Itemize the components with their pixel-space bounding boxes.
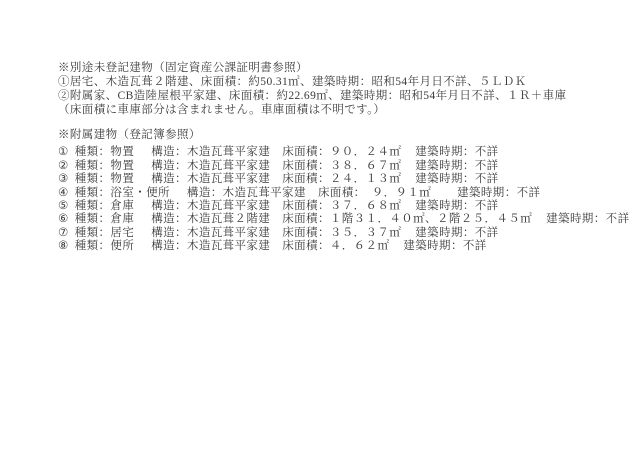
type-value: 物置 — [110, 173, 135, 186]
building-built-period — [415, 160, 498, 173]
building-floor-area — [282, 227, 401, 240]
attached-building-row-4 — [58, 187, 585, 200]
building-structure — [187, 187, 306, 200]
built-value: 不詳 — [474, 173, 499, 186]
attached-buildings-section — [58, 129, 630, 254]
floor-area-value: ２４．１３㎡ — [329, 173, 402, 186]
structure-label: 構造： — [151, 159, 187, 172]
unregistered-section-heading: ※別途未登記建物（固定資産公課証明書参照） — [58, 62, 308, 74]
attached-building-row-5 — [58, 200, 585, 213]
building-built-period — [457, 187, 540, 200]
built-label: 建築時期： — [415, 159, 475, 172]
type-label: 種類： — [74, 213, 111, 226]
structure-label: 構造： — [151, 213, 187, 226]
building-structure — [151, 213, 270, 226]
type-value: 倉庫 — [110, 200, 135, 213]
floor-area-value: ３５．３７㎡ — [329, 226, 402, 239]
type-label: 種類： — [74, 146, 111, 159]
building-floor-area — [282, 200, 401, 213]
structure-value: 木造瓦葺２階建 — [186, 213, 271, 226]
structure-label: 構造： — [151, 240, 187, 253]
built-label: 建築時期： — [546, 213, 606, 226]
item-number: ③ — [58, 173, 69, 186]
attached-building-row-8 — [58, 240, 585, 253]
built-value: 不詳 — [474, 159, 499, 172]
building-built-period — [415, 200, 498, 213]
structure-value: 木造瓦葺平家建 — [186, 240, 271, 253]
attached-building-row-3 — [58, 173, 585, 186]
type-label: 種類： — [74, 226, 111, 239]
structure-label: 構造： — [151, 173, 187, 186]
structure-value: 木造瓦葺平家建 — [186, 159, 271, 172]
type-value: 物置 — [110, 146, 135, 159]
floor-area-value: ９．９１㎡ — [359, 186, 444, 199]
building-type — [75, 200, 135, 213]
type-value: 倉庫 — [110, 213, 135, 226]
type-label: 種類： — [74, 240, 111, 253]
building-type — [75, 213, 135, 226]
type-value: 便所 — [110, 240, 135, 253]
building-structure — [151, 240, 270, 253]
item-number: ⑤ — [58, 200, 69, 213]
floor-area-value: ３７．６８㎡ — [329, 200, 402, 213]
building-built-period — [546, 213, 629, 226]
floor-area-label: 床面積： — [282, 213, 330, 226]
building-structure — [151, 173, 270, 186]
building-type — [75, 240, 135, 253]
item-number: ⑧ — [58, 240, 69, 253]
built-value: 不詳 — [516, 186, 541, 199]
structure-label: 構造： — [186, 186, 223, 199]
built-value: 不詳 — [474, 226, 499, 239]
structure-value: 木造瓦葺平家建 — [186, 146, 271, 159]
floor-area-label: 床面積： — [282, 159, 330, 172]
building-type — [75, 173, 135, 186]
attached-section-heading: ※附属建物（登記簿参照） — [58, 129, 201, 141]
type-value: 居宅 — [110, 226, 135, 239]
attached-buildings-list — [58, 146, 630, 253]
type-value: 浴室・便所 — [110, 186, 170, 199]
unregistered-building-2: ②附属家、CB造陸屋根平家建、床面積：約22.69㎡、建築時期：昭和54年月日不詳、１Ｒ＋車庫（床面積に車庫部分は含まれません。車庫面積は不明です。） — [58, 90, 567, 116]
floor-area-label: 床面積： — [282, 226, 330, 239]
building-type — [75, 146, 135, 159]
floor-area-label: 床面積： — [282, 240, 330, 253]
floor-area-label: 床面積： — [317, 186, 360, 199]
attached-building-row-1 — [58, 146, 585, 159]
type-value: 物置 — [110, 159, 135, 172]
built-value: 不詳 — [462, 240, 487, 253]
building-built-period — [403, 240, 486, 253]
building-built-period — [415, 173, 498, 186]
building-structure — [151, 200, 270, 213]
building-floor-area — [282, 173, 401, 186]
unregistered-building-1: ①居宅、木造瓦葺２階建、床面積：約50.31㎡、建築時期：昭和54年月日不詳、５ＬＤＫ — [58, 76, 527, 88]
item-number: ⑦ — [58, 226, 69, 239]
structure-value: 木造瓦葺平家建 — [186, 173, 271, 186]
building-floor-area — [282, 213, 532, 226]
building-floor-area — [282, 146, 401, 159]
building-type — [75, 227, 135, 240]
type-label: 種類： — [74, 200, 111, 213]
built-value: 不詳 — [605, 213, 630, 226]
building-floor-area — [282, 240, 389, 253]
structure-value: 木造瓦葺平家建 — [186, 226, 271, 239]
floor-area-value: １階３１．４０㎡、２階２５．４５㎡ — [329, 213, 533, 226]
building-structure — [151, 146, 270, 159]
floor-area-value: ４．６２㎡ — [329, 240, 390, 253]
floor-area-label: 床面積： — [282, 146, 330, 159]
floor-area-value: ３８．６７㎡ — [329, 159, 402, 172]
floor-area-label: 床面積： — [282, 200, 330, 213]
built-label: 建築時期： — [415, 200, 475, 213]
building-built-period — [415, 227, 498, 240]
built-value: 不詳 — [474, 200, 499, 213]
item-number: ⑥ — [58, 213, 69, 226]
building-structure — [151, 160, 270, 173]
floor-area-label: 床面積： — [282, 173, 330, 186]
building-floor-area — [282, 160, 401, 173]
floor-area-value: ９０．２４㎡ — [329, 146, 402, 159]
structure-label: 構造： — [151, 146, 187, 159]
type-label: 種類： — [74, 173, 111, 186]
built-label: 建築時期： — [457, 186, 517, 199]
building-type — [75, 187, 170, 200]
built-label: 建築時期： — [403, 240, 463, 253]
structure-value: 木造瓦葺平家建 — [222, 186, 306, 199]
attached-building-row-2 — [58, 160, 585, 173]
unregistered-buildings-section — [58, 61, 585, 117]
structure-label: 構造： — [151, 226, 187, 239]
item-number: ② — [58, 159, 69, 172]
structure-label: 構造： — [151, 200, 187, 213]
built-label: 建築時期： — [415, 146, 475, 159]
attached-building-row-7 — [58, 227, 585, 240]
built-label: 建築時期： — [415, 173, 475, 186]
building-built-period — [415, 146, 498, 159]
building-floor-area — [318, 187, 443, 200]
type-label: 種類： — [74, 159, 111, 172]
item-number: ① — [58, 146, 69, 159]
building-structure — [151, 227, 270, 240]
structure-value: 木造瓦葺平家建 — [186, 200, 271, 213]
item-number: ④ — [58, 186, 69, 199]
attached-building-row-6 — [58, 213, 630, 226]
built-label: 建築時期： — [415, 226, 475, 239]
built-value: 不詳 — [474, 146, 499, 159]
building-type — [75, 160, 135, 173]
type-label: 種類： — [74, 186, 111, 199]
